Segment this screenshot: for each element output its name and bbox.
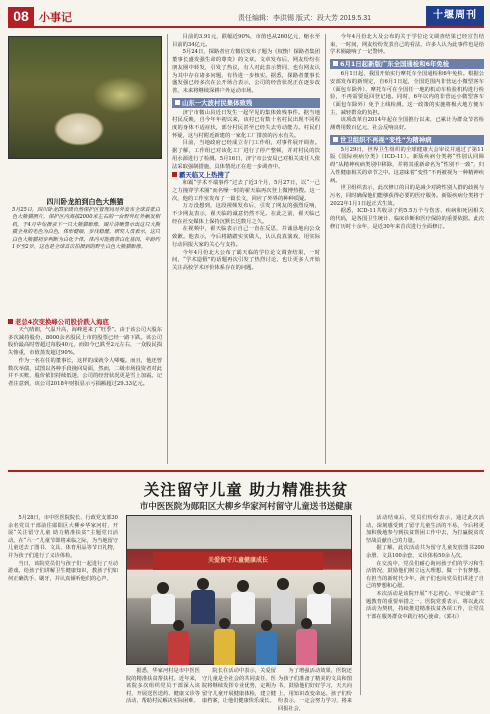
feature-column-2 [126,668,200,705]
column-middle [172,34,320,464]
page-header [8,6,484,28]
child-body [214,629,235,665]
paragraph: 在视频中，翟天临表示自己一直在反思，并诚恳地向公众致歉。他表示，今后将踏踏实实做人，认认真真演戏，用实际行动回报大家的关心与支持。 [172,226,320,248]
person-head [157,582,169,594]
paragraph: 天气晴朗，气温升高，海峰迎来了“旺季”。由于该公司大股东多次减持股份，8000余名股民上市的股票已经一路下跌。该公司股价最高时曾超过每股40元，而如今已跌至2元左右，一众股民损失惨重，市值蒸发超过90%。 [8,327,162,357]
child-head [219,618,230,629]
paragraph: 济宁市微山县近日发生一起罕见的集体致残事件。据当地村民反映，自今年年初以来，该村已有数十名村民出现不同程度的身体不适症状，部分村民甚至已经失去劳动能力。村民们怀疑，这与村附近新建的一家化工厂排放的污水有关。 [172,109,320,139]
child-head [173,620,184,631]
person-body [151,594,175,624]
paragraph: 院长在活动中表示，关爱留守儿童是全社会的共同责任。医院将继续发挥专业优势，定期为留守儿童开展健康体检，建立健康档案，让他们健康快乐成长。 [202,668,276,705]
feature-headline: 关注留守儿童 助力精准扶贫 [143,480,349,499]
paragraph: 5月28日，市中医医院院长、行政党支部30余名党员干部前往郧阳区大柳乡华家河村，开展“关注留守儿童 助力精准扶贫”主题党日活动。在“六一”儿童节即将来临之际，为当地留守儿童送去了图书、文具、体育用品等节日礼物，并为孩子们进行了义诊体检。 [8,515,118,559]
paragraph: 据悉，ICD-11共收录了约5.5万个与伤害、疾病和死因相关的代码，是各国卫生统计、临床诊断和医疗保险的重要依据。此次修订历时十余年，是近30年来首次进行全面修订。 [330,208,484,230]
masthead-logo: 十堰周刊 [426,6,484,26]
child-body [296,629,317,665]
paragraph: 目前的3.91元，跌幅近90%，市值也从260亿元，缩水至目前的34亿元。 [172,34,320,48]
person-head [313,582,325,594]
paragraph: 在交流中，党员们耐心询问孩子们的学习和生活情况，鼓励他们树立远大理想，做一个有梦想、有担当的新时代少年。孩子们也向党员们讲述了自己的梦想和心愿。 [366,560,484,590]
paragraph: 当日，该院党员们与孩子们一起进行了互动游戏，给孩子们讲解卫生健康知识，教孩子们如何正确洗手、刷牙，并认真倾听他们的心声。 [8,560,118,582]
paragraph: 今年4月份北大及公布的关于学位论文调查结果已经宣告结束，一时间，网友纷纷发表自己的看法，许多人认为此事件也是给学术圈敲响了一记警钟。 [330,34,484,56]
paragraph: 据了解，此次活动共为留守儿童发放图书200余册、文具100余套，义诊体检50余人次。 [366,545,484,559]
paragraph: 世卫组织表示，此次修订的目的是减少对跨性别人群的歧视与污名，同时确保他们能够获得必要的医疗服务。新版疾病分类将于2022年1月1日起正式生效。 [330,185,484,207]
child-body [256,631,277,665]
article-title: 霸天临又上热搜了 [172,171,320,180]
person-body [191,590,215,624]
child-head [261,620,272,631]
paragraph: 和霸“学术不端事件”过去了近3个月，5月27日，以“一己之力撞穿学术圈”而名噪一时的翟天临再次登上微博热搜。这一次，他的工作室发布了一篇长文，回应了外界的种种质疑。 [172,180,320,202]
child-head [301,618,312,629]
paragraph: 万万没想到，这段视频发布后，引发了网友的强烈反响，不少网友表示，翟天临的诚意仍然不足。在此之前，翟天临已经在社交媒体上保持沉默长达数月之久。 [172,203,320,225]
children-event-photo [126,515,352,665]
column-divider [325,34,326,464]
paragraph: 该项改革自2014年起在全国推行以来，已累计为群众节省检测费用数百亿元，社会反响良好。 [330,117,484,132]
article-title: 6月1日起新版广东全国通检和6年免检 [330,59,484,69]
feature-column-4 [278,668,352,712]
column-divider [360,515,361,695]
photo-story-caption: 5月25日，四川卧龙国家级自然保护区管理局对外发布全球首张白色大熊猫照片。保护区内海拔2000米左右的一台野外红外触发相机，于4月中旬摄录下一只大熊猫影像。图片清晰显示出这只大熊猫全身的毛色为白色，体形健硕，步伐稳健。研究人员表示，这只白色大熊猫初步判断为白化个体，体内可能携带白化基因，年龄约1岁至2岁，这也是全球首次拍摄到的野生白色大熊猫影像。 [12,207,160,251]
paragraph: 今年4月份北大公布了霸天临的学位论文调查结果，一时间，“学术造假”的话题再次引发了热烈讨论，也让更多人开始关注高校学术评价体系存在的问题。 [172,249,320,271]
white-panda-photo [8,36,162,159]
page-number: 08 [8,7,34,26]
person-head [237,580,249,592]
feature-column-1 [8,515,118,695]
child-body [168,631,189,665]
paragraph: 为了增强活动效果，医院还为孩子们准备了精美的文具和图书，鼓励他们好好学习，天天向上，用知识改变命运。孩子们纷纷表示，一定会努力学习，将来回报社会。 [278,668,352,712]
paragraph: 5月24日，探路者官方微信发布了题为《权衡！探路者集团董事长盛发强生命的尊贵》的文章。文章发布后，网友纷纷在朋友圈中转发，引发了热议，有人对此表示赞同，也有网友认为其中存在诸多问题，有待进一步核实。据悉，探路者董事长盛发强已经多次在公开场合表示，公司的经营状况正在逐步改善，未来将继续深耕户外运动市场。 [172,49,320,94]
person-body [271,590,295,624]
paragraph: 作为一名在任的董事长，这样的成就令人唏嘘。而且，他还曾数次举债，试图以各种手段挽回局面，然而，二级市场投资者对此并不买账，股价依旧持续低迷，公司的经营状况更是雪上加霜。记者注意到，该公司2018年财报显示亏损额超过29.33亿元。 [8,357,162,387]
feature-column-3 [202,668,276,705]
article-title: 世卫组织不再视“变性”为精神病 [330,135,484,145]
paragraph: 据悉，华家河村是市中医医院的精准扶贫帮扶村。近年来，该院多次组织党员干部深入该村，开展送医送药、健康义诊等活动，帮助村民解决实际困难。 [126,668,200,705]
article-title: 老总4次变换峰公司股价跌入海底 [8,318,162,327]
editor-line: 责任编辑：李洪锡 版式：段大芳 2019.5.31 [238,15,372,22]
feature-subheadline: 市中医医院为郧阳区大柳乡华家河村留守儿童送书送健康 [139,502,353,512]
feature-story [8,470,484,712]
article-laozhi [8,318,162,464]
column-divider [167,34,168,464]
photo-banner: 关爱留守儿童健康成长 [153,552,323,570]
paragraph: 目前，当地政府已经成立专门工作组，对事件展开调查。据了解，工作组已对该化工厂进行了停产整顿，并对村民的饮用水源进行了检测。5月16日，济宁市公安局已对相关责任人依法采取强制措施，具体情况正在进一步调查中。 [172,140,320,170]
section-title: 小事记 [39,12,72,24]
paragraph: 6月1日起，我国开始实行摩托车全国通检和6年免检。根据公安部发布的新规定，自6月1日起，全国范围内非营运小微型客车（面包车除外）、摩托车可在全国任一地的机动车检验机构进行检验，不再需要返回登记地。同时，6年以内的非营运小微型客车（面包车除外）免予上线检测。这一政策的实施将极大地方便车主，减轻群众的负担。 [330,71,484,116]
person-head [277,578,289,590]
column-right [330,34,484,464]
paragraph: 5月29日，世界卫生组织的全球健康大会审议并通过了第11版《国际疾病分类》（ICD-11）。新版疾病分类将“性别认同障碍”从精神疾病类别中移除，并将其重新命名为“性别不一致”，归入性健康相关的章节之中。这意味着“变性”不再被视为一种精神疾病。 [330,146,484,184]
person-head [197,578,209,590]
article-title: 山东一大波村民集体致残 [172,98,320,108]
paragraph: 本次活动是该院开展“不忘初心、牢记使命”主题教育的重要举措之一。医院党委表示，将以此次活动为契机，持续推进精准扶贫各项工作，让党员干部在服务群众中践行初心使命。（郭石） [366,590,484,620]
person-body [231,592,255,624]
photo-story-title: 四川卧龙拍到白色大熊猫 [46,198,124,206]
feature-column-5 [366,515,484,695]
paragraph: 活动结束后，党员们纷纷表示，通过此次活动，深刻感受到了留守儿童生活的不易，今后将更加积极地参与到扶贫帮困工作中去，为打赢脱贫攻坚战贡献自己的力量。 [366,515,484,544]
